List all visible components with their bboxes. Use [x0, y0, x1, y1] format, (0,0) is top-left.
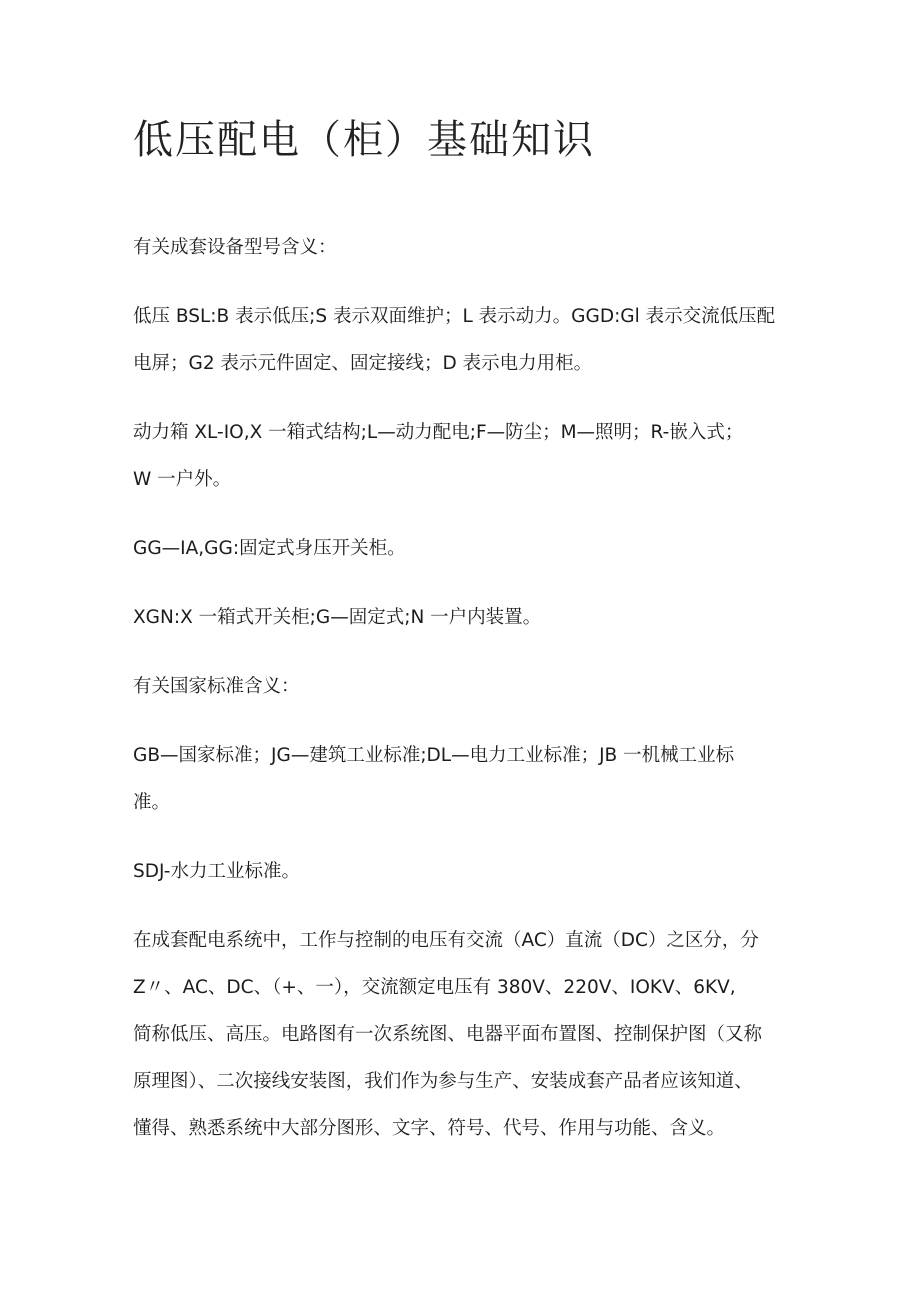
paragraph-gg — [133, 525, 770, 572]
document-title: 低压配电（柜）基础知识 — [133, 117, 595, 163]
text-line: 准。 — [133, 792, 171, 813]
text-line: 电屏；G2 表示元件固定、固定接线；D 表示电力用柜。 — [133, 353, 593, 374]
text-line: 有关成套设备型号含义： — [133, 237, 337, 258]
text-line: 在成套配电系统中，工作与控制的电压有交流（AC）直流（DC）之区分，分 — [133, 930, 759, 951]
text-line: GG—IA,GG:固定式身压开关柜。 — [133, 538, 406, 559]
text-line: 有关国家标准含义： — [133, 676, 300, 697]
paragraph-power-box — [133, 409, 770, 503]
paragraph-standards-heading — [133, 663, 770, 710]
paragraph-voltage-system — [133, 917, 770, 1152]
paragraph-standards — [133, 732, 770, 826]
text-line: SDJ-水力工业标准。 — [133, 861, 300, 882]
text-line: 原理图）、二次接线安装图，我们作为参与生产、安装成套产品者应该知道、 — [133, 1071, 753, 1092]
text-line: 低压 BSL:B 表示低压;S 表示双面维护；L 表示动力。GGD:Gl 表示交流低压配 — [133, 306, 776, 327]
paragraph-sdj — [133, 848, 770, 895]
text-line: 动力箱 XL-IO,X 一箱式结构;L—动力配电;F—防尘；M—照明；R-嵌入式； — [133, 422, 744, 443]
paragraph-xgn — [133, 594, 770, 641]
text-line: 简称低压、高压。电路图有一次系统图、电器平面布置图、控制保护图（又称 — [133, 1024, 763, 1045]
text-line: 懂得、熟悉系统中大部分图形、文字、符号、代号、作用与功能、含义。 — [133, 1118, 726, 1139]
paragraph-model-heading — [133, 224, 770, 271]
text-line: Z〃、AC、DC、（+、一），交流额定电压有 380V、220V、IOKV、6KV, — [133, 977, 736, 998]
text-line: GB—国家标准；JG—建筑工业标准;DL—电力工业标准；JB 一机械工业标 — [133, 745, 735, 766]
text-line: XGN:X 一箱式开关柜;G—固定式;N 一户内装置。 — [133, 607, 542, 628]
paragraph-bsl-ggd — [133, 293, 776, 387]
text-line: W 一户外。 — [133, 469, 232, 490]
